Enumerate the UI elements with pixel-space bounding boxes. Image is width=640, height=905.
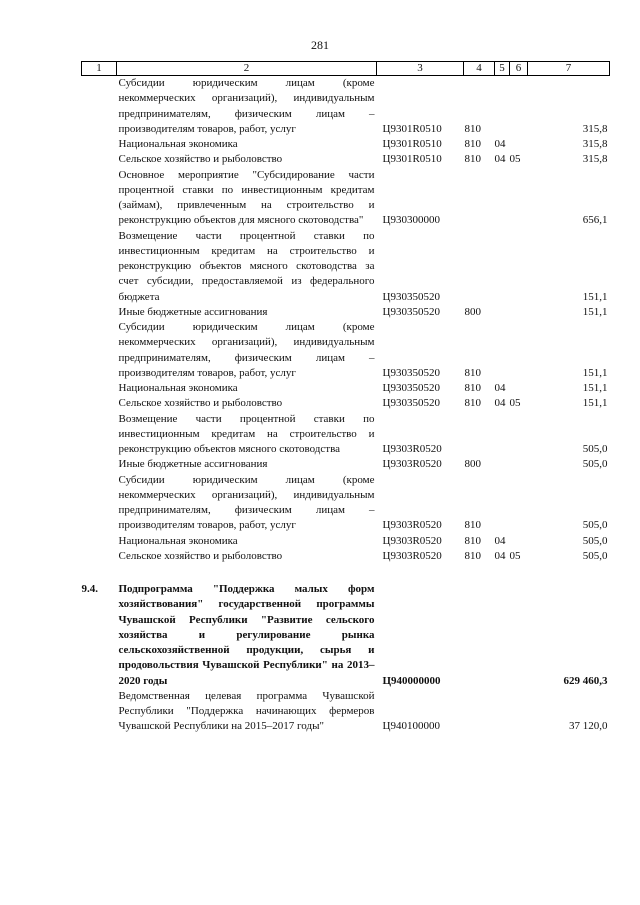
expense-type: 810: [464, 397, 481, 410]
amount: 151,1: [582, 305, 608, 318]
expense-type: 800: [464, 458, 481, 471]
column-header: 6: [510, 62, 528, 76]
row-description: Субсидии юридическим лицам (кроме некоммерческих организаций), индивидуальным предпринимателям, физическим лицам – производителям товаров, работ, услуг: [118, 473, 375, 532]
expense-type: 810: [464, 382, 481, 394]
row-description: Подпрограмма "Поддержка малых форм хозяйствования" государственной программы Чувашской Республики "Развитие сельского хозяйства и регулирование рынка сельскохозяйственной продукции, сырья и продовольствия Чувашской Республики" на 2013–2020 годы: [118, 583, 375, 687]
row-description: Сельское хозяйство и рыболовство: [118, 549, 283, 562]
expense-type: 810: [464, 366, 481, 379]
target-code: Ц9303R0520: [382, 534, 442, 547]
target-code: Ц930300000: [382, 214, 440, 227]
table-row: [82, 534, 610, 549]
section-code: [495, 412, 510, 458]
table-row: [82, 76, 610, 138]
table-row: [82, 137, 610, 152]
table-row: [82, 582, 610, 689]
subsection-code: [510, 689, 528, 735]
section-code: [495, 320, 510, 381]
expense-type: [464, 168, 495, 229]
row-description: Ведомственная целевая программа Чувашской Республики "Поддержка начинающих фермеров Чувашской Республики на 2015–2017 годы": [118, 689, 375, 733]
row-number: [82, 152, 117, 167]
target-code: Ц930350520: [382, 290, 440, 303]
subsection-code: [510, 381, 528, 396]
amount: 315,8: [582, 138, 608, 150]
row-number: [82, 549, 117, 564]
expense-type: 810: [464, 153, 481, 166]
amount: 505,0: [582, 534, 608, 547]
spacer-cell: [495, 564, 510, 582]
amount: 151,1: [582, 382, 608, 394]
column-header: 4: [464, 62, 495, 76]
spacer-cell: [464, 564, 495, 582]
amount: 505,0: [582, 519, 608, 532]
expense-type: 810: [464, 138, 481, 150]
row-number: [82, 396, 117, 411]
section-code: 04: [494, 138, 506, 150]
table-row: [82, 229, 610, 305]
row-number: [82, 320, 117, 381]
row-number: [82, 412, 117, 458]
expense-type: [464, 582, 495, 689]
expense-type: 810: [464, 122, 481, 135]
target-code: Ц9301R0510: [382, 122, 442, 135]
row-number: [82, 473, 117, 534]
subsection-code: [510, 412, 528, 458]
row-description: Национальная экономика: [118, 138, 238, 150]
table-row: [82, 412, 610, 458]
expense-type: 810: [464, 519, 481, 532]
amount: 505,0: [582, 549, 608, 562]
amount: 629 460,3: [563, 674, 608, 687]
section-code: [495, 305, 510, 320]
column-header: 3: [377, 62, 464, 76]
table-row: [82, 396, 610, 411]
table-row: [82, 689, 610, 735]
row-number: [82, 305, 117, 320]
table-row: [82, 457, 610, 472]
spacer-cell: [117, 564, 377, 582]
amount: 315,8: [582, 153, 608, 166]
section-code: [495, 689, 510, 735]
expense-type: [464, 689, 495, 735]
spacer-cell: [510, 564, 528, 582]
table-row: [82, 305, 610, 320]
column-header: 5: [495, 62, 510, 76]
spacer-cell: [82, 564, 117, 582]
row-number: [82, 381, 117, 396]
row-number: 9.4.: [81, 583, 98, 595]
subsection-code: [510, 534, 528, 549]
table-row: [82, 549, 610, 564]
section-code: 04: [494, 153, 506, 166]
subsection-code: 05: [509, 397, 521, 410]
target-code: Ц930350520: [382, 366, 440, 379]
section-code: [495, 229, 510, 305]
row-description: Возмещение части процентной ставки по инвестиционным кредитам на строительство и реконструкцию объектов мясного скотоводства: [118, 412, 375, 455]
spacer-row: [82, 564, 610, 582]
row-description: Субсидии юридическим лицам (кроме некоммерческих организаций), индивидуальным предпринимателям, физическим лицам – производителям товаров, работ, услуг: [118, 321, 375, 379]
section-code: [495, 582, 510, 689]
section-code: 04: [494, 382, 506, 394]
row-number: [82, 457, 117, 472]
table-body: [82, 76, 610, 735]
section-code: [495, 76, 510, 138]
column-header: 2: [117, 62, 377, 76]
section-code: 04: [494, 397, 506, 410]
target-code: Ц9303R0520: [382, 458, 442, 471]
subsection-code: [510, 229, 528, 305]
row-description: Основное мероприятие "Субсидирование части процентной ставки по инвестиционным кредитам (займам), привлеченным на строительство и реконструкцию объектов для мясного скотоводства": [118, 168, 375, 227]
row-description: Иные бюджетные ассигнования: [118, 458, 268, 471]
target-code: Ц9303R0520: [382, 519, 442, 532]
row-description: Сельское хозяйство и рыболовство: [118, 153, 283, 166]
page-number: 281: [311, 38, 329, 52]
subsection-code: [510, 320, 528, 381]
row-number: [82, 534, 117, 549]
expense-type: 810: [464, 549, 481, 562]
amount: 151,1: [582, 366, 608, 379]
subsection-code: [510, 76, 528, 138]
section-code: [495, 457, 510, 472]
expense-type: 800: [464, 305, 481, 318]
subsection-code: 05: [509, 549, 521, 562]
row-description: Национальная экономика: [118, 382, 238, 394]
row-number: [82, 76, 117, 138]
row-description: Национальная экономика: [118, 534, 238, 547]
subsection-code: [510, 473, 528, 534]
target-code: Ц940000000: [382, 674, 441, 687]
expense-type: [464, 229, 495, 305]
table-row: [82, 168, 610, 229]
section-code: 04: [494, 534, 506, 547]
amount: 37 120,0: [569, 720, 608, 733]
target-code: Ц9303R0520: [382, 549, 442, 562]
row-description: Сельское хозяйство и рыболовство: [118, 397, 283, 410]
amount: 505,0: [582, 443, 608, 455]
table-row: [82, 152, 610, 167]
target-code: Ц930350520: [382, 382, 440, 394]
target-code: Ц9301R0510: [382, 138, 442, 150]
section-code: [495, 168, 510, 229]
amount: 656,1: [582, 214, 608, 227]
table-row: [82, 320, 610, 381]
table-header-row: [82, 62, 610, 76]
row-number: [82, 229, 117, 305]
spacer-cell: [528, 564, 610, 582]
column-header: 7: [528, 62, 610, 76]
subsection-code: [510, 457, 528, 472]
target-code: Ц9301R0510: [382, 153, 442, 166]
amount: 315,8: [582, 122, 608, 135]
spacer-cell: [377, 564, 464, 582]
amount: 151,1: [582, 397, 608, 410]
subsection-code: [510, 305, 528, 320]
row-number: [82, 137, 117, 152]
column-header: 1: [82, 62, 117, 76]
target-code: Ц9303R0520: [382, 443, 442, 455]
amount: 505,0: [582, 458, 608, 471]
table-row: [82, 381, 610, 396]
target-code: Ц930350520: [382, 397, 440, 410]
row-number: [82, 168, 117, 229]
section-code: [495, 473, 510, 534]
subsection-code: 05: [509, 153, 521, 166]
row-number: [82, 689, 117, 735]
subsection-code: [510, 168, 528, 229]
row-description: Возмещение части процентной ставки по инвестиционным кредитам на строительство и реконструкцию объектов мясного скотоводства за счет субсидии, предоставляемой из федерального бюджета: [118, 229, 375, 303]
table-row: [82, 473, 610, 534]
row-description: Иные бюджетные ассигнования: [118, 305, 268, 318]
subsection-code: [510, 582, 528, 689]
expense-type: [464, 412, 495, 458]
subsection-code: [510, 137, 528, 152]
section-code: 04: [494, 549, 506, 562]
budget-table: [81, 61, 610, 735]
row-description: Субсидии юридическим лицам (кроме некоммерческих организаций), индивидуальным предпринимателям, физическим лицам – производителям товаров, работ, услуг: [118, 77, 375, 135]
expense-type: 810: [464, 534, 481, 547]
target-code: Ц930350520: [382, 305, 440, 318]
target-code: Ц940100000: [382, 720, 440, 733]
amount: 151,1: [582, 290, 608, 303]
